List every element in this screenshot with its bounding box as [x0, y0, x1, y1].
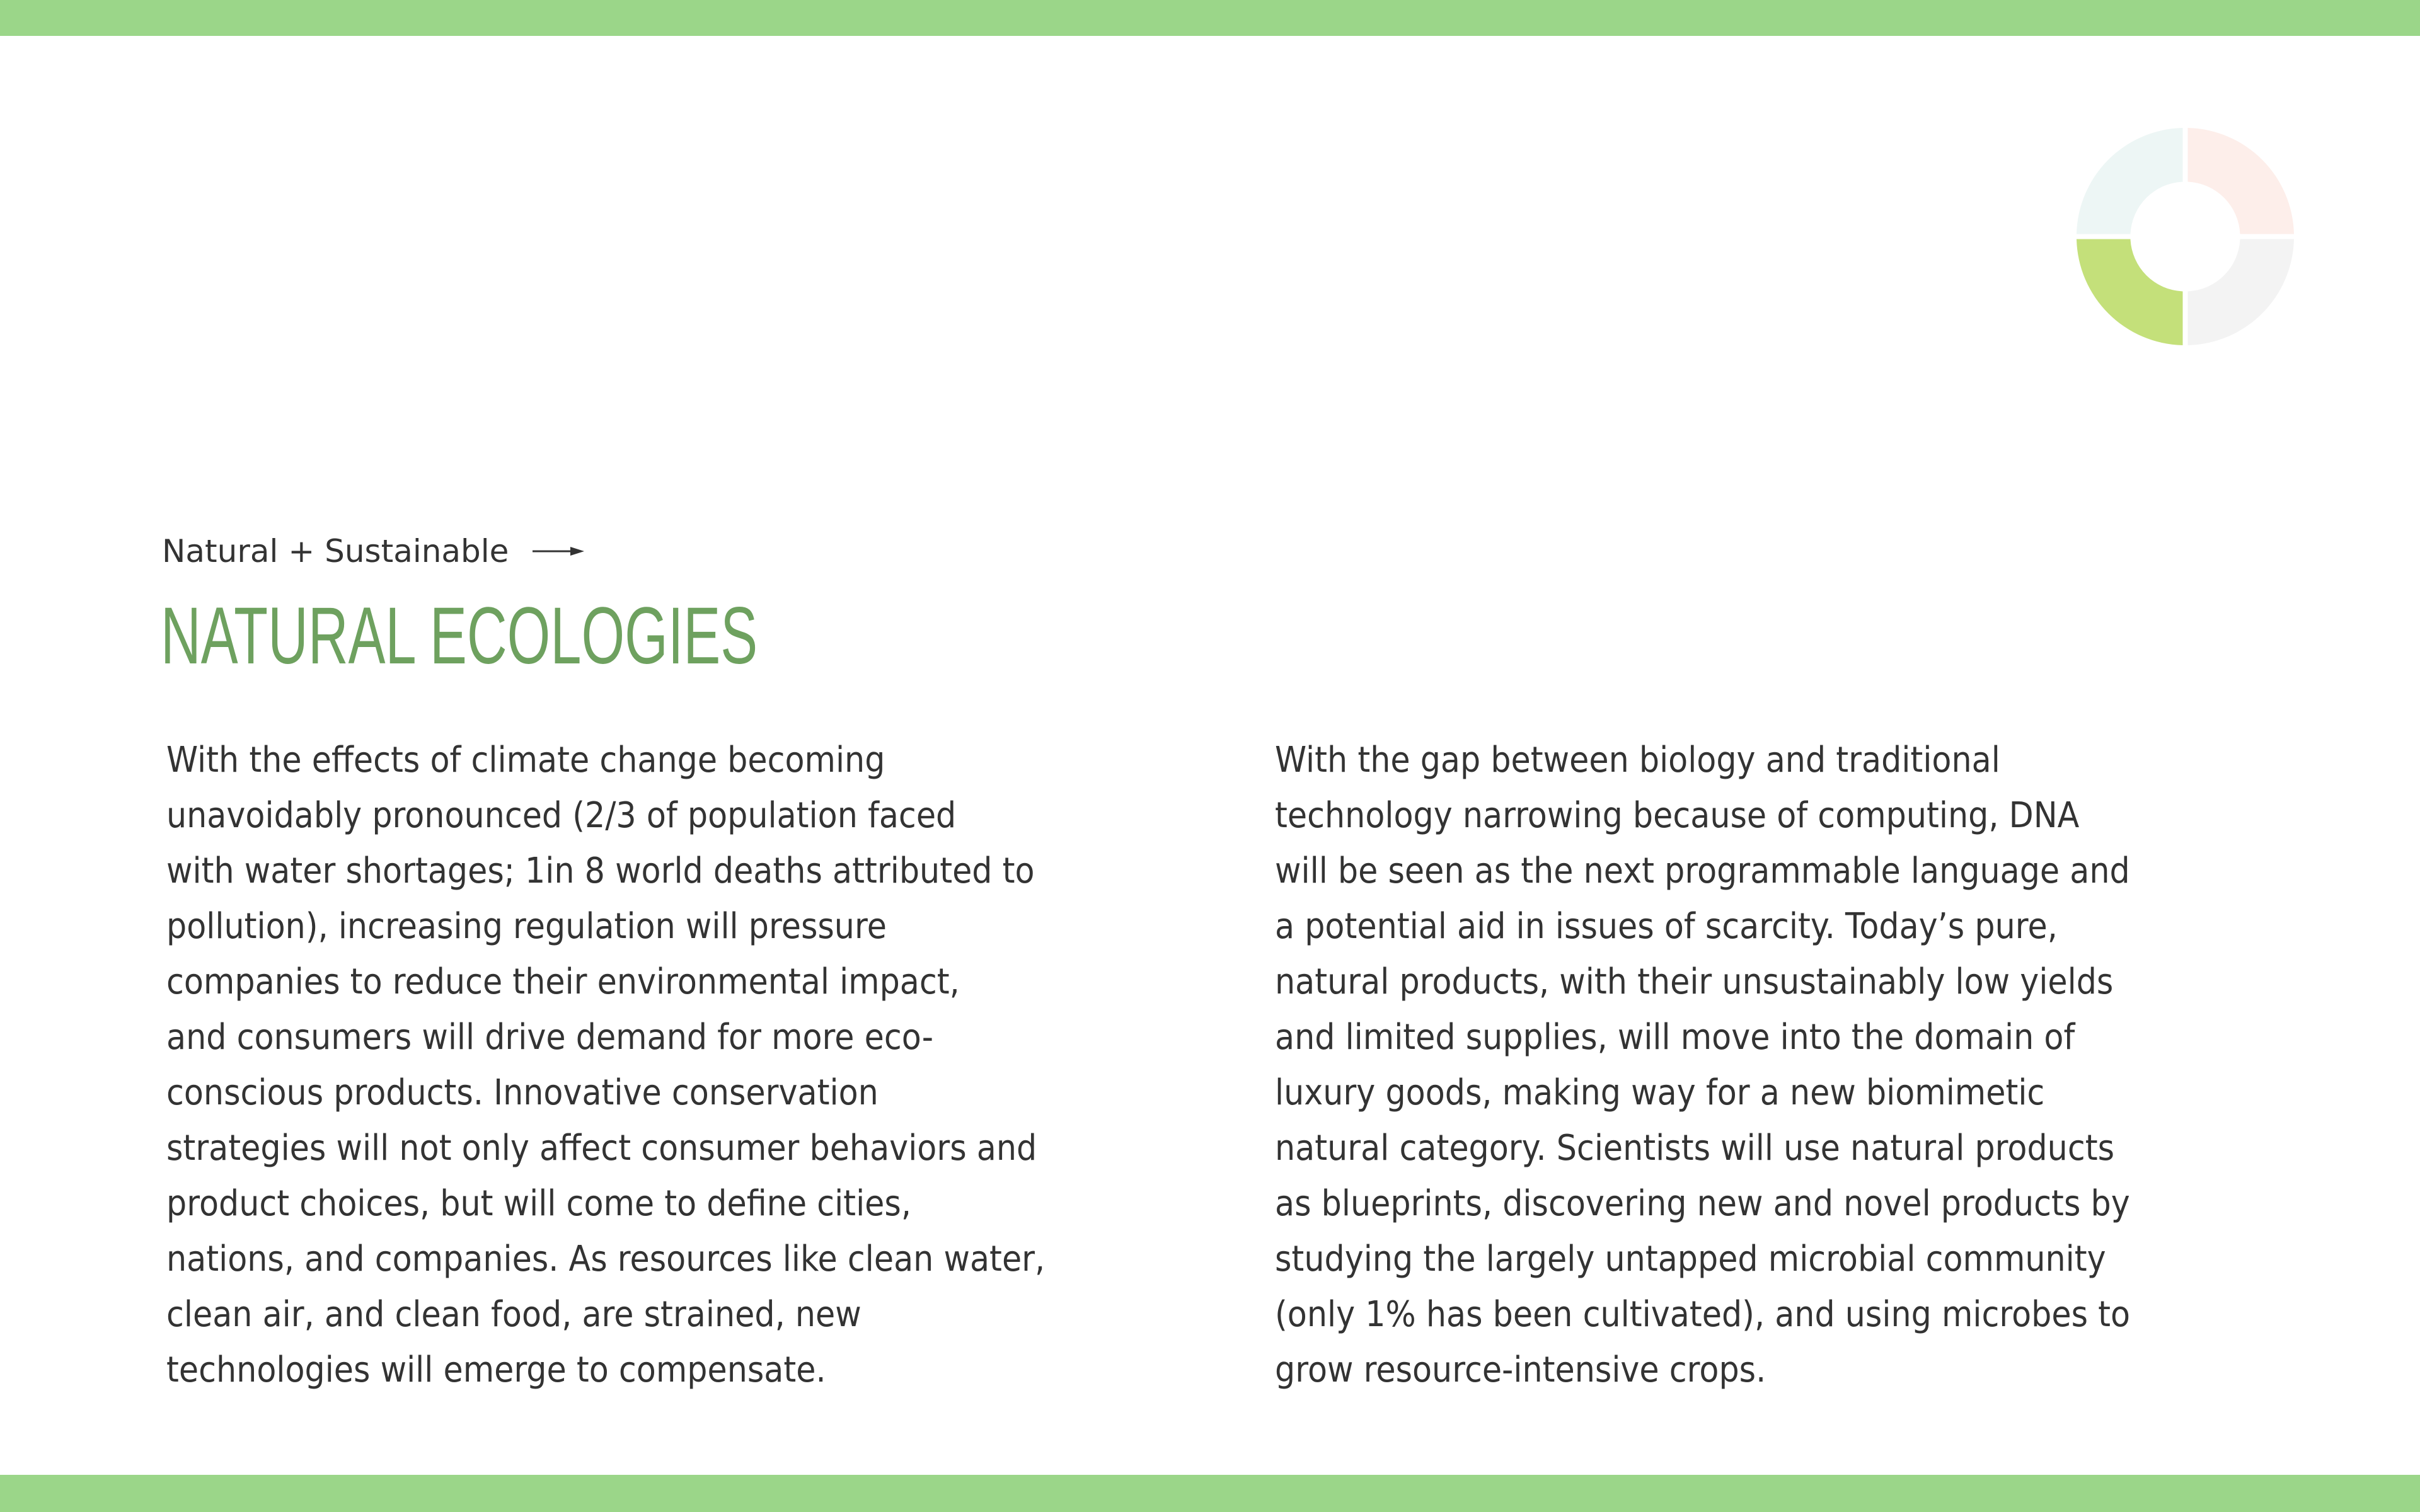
ring-segment-bottom-left: [2077, 239, 2183, 346]
eyebrow-label: Natural + Sustainable: [162, 533, 509, 570]
ring-segment-bottom-right: [2188, 239, 2295, 346]
section-eyebrow: [162, 533, 584, 570]
ring-segment-top-left: [2077, 128, 2183, 234]
body-column-right: With the gap between biology and traditional technology narrowing because of computing, DNA will be seen as the next programmable language and a potential aid in issues of scarcity. Today’s pure, natural products, with their unsustainably low yields and limited supplies, will move into the domain of luxury goods, making way for a new biomimetic natural category. Scientists will use natural products as blueprints, discovering new and novel products by studying the largely untapped microbial community (only 1% has been cultivated), and using microbes to grow resource-intensive crops.: [1275, 740, 2131, 1390]
bottom-band: [0, 1475, 2420, 1512]
body-column-left: With the effects of climate change becoming unavoidably pronounced (2/3 of population faced with water shortages; 1in 8 world deaths attributed to pollution), increasing regulation will pressure companies to reduce their environmental impact, and consumers will drive demand for more eco- conscious products. Innovative conservation strategies will not only affect consumer behaviors and product choices, but will come to define cities, nations, and companies. As resources like clean water, clean air, and clean food, are strained, new technologies will emerge to compensate.: [166, 740, 1046, 1390]
top-band: [0, 0, 2420, 36]
arrow-right-icon: [533, 544, 584, 559]
quartered-donut-icon: [2077, 128, 2294, 345]
ring-segment-top-right: [2188, 128, 2295, 234]
page-title: NATURAL ECOLOGIES: [161, 591, 758, 681]
